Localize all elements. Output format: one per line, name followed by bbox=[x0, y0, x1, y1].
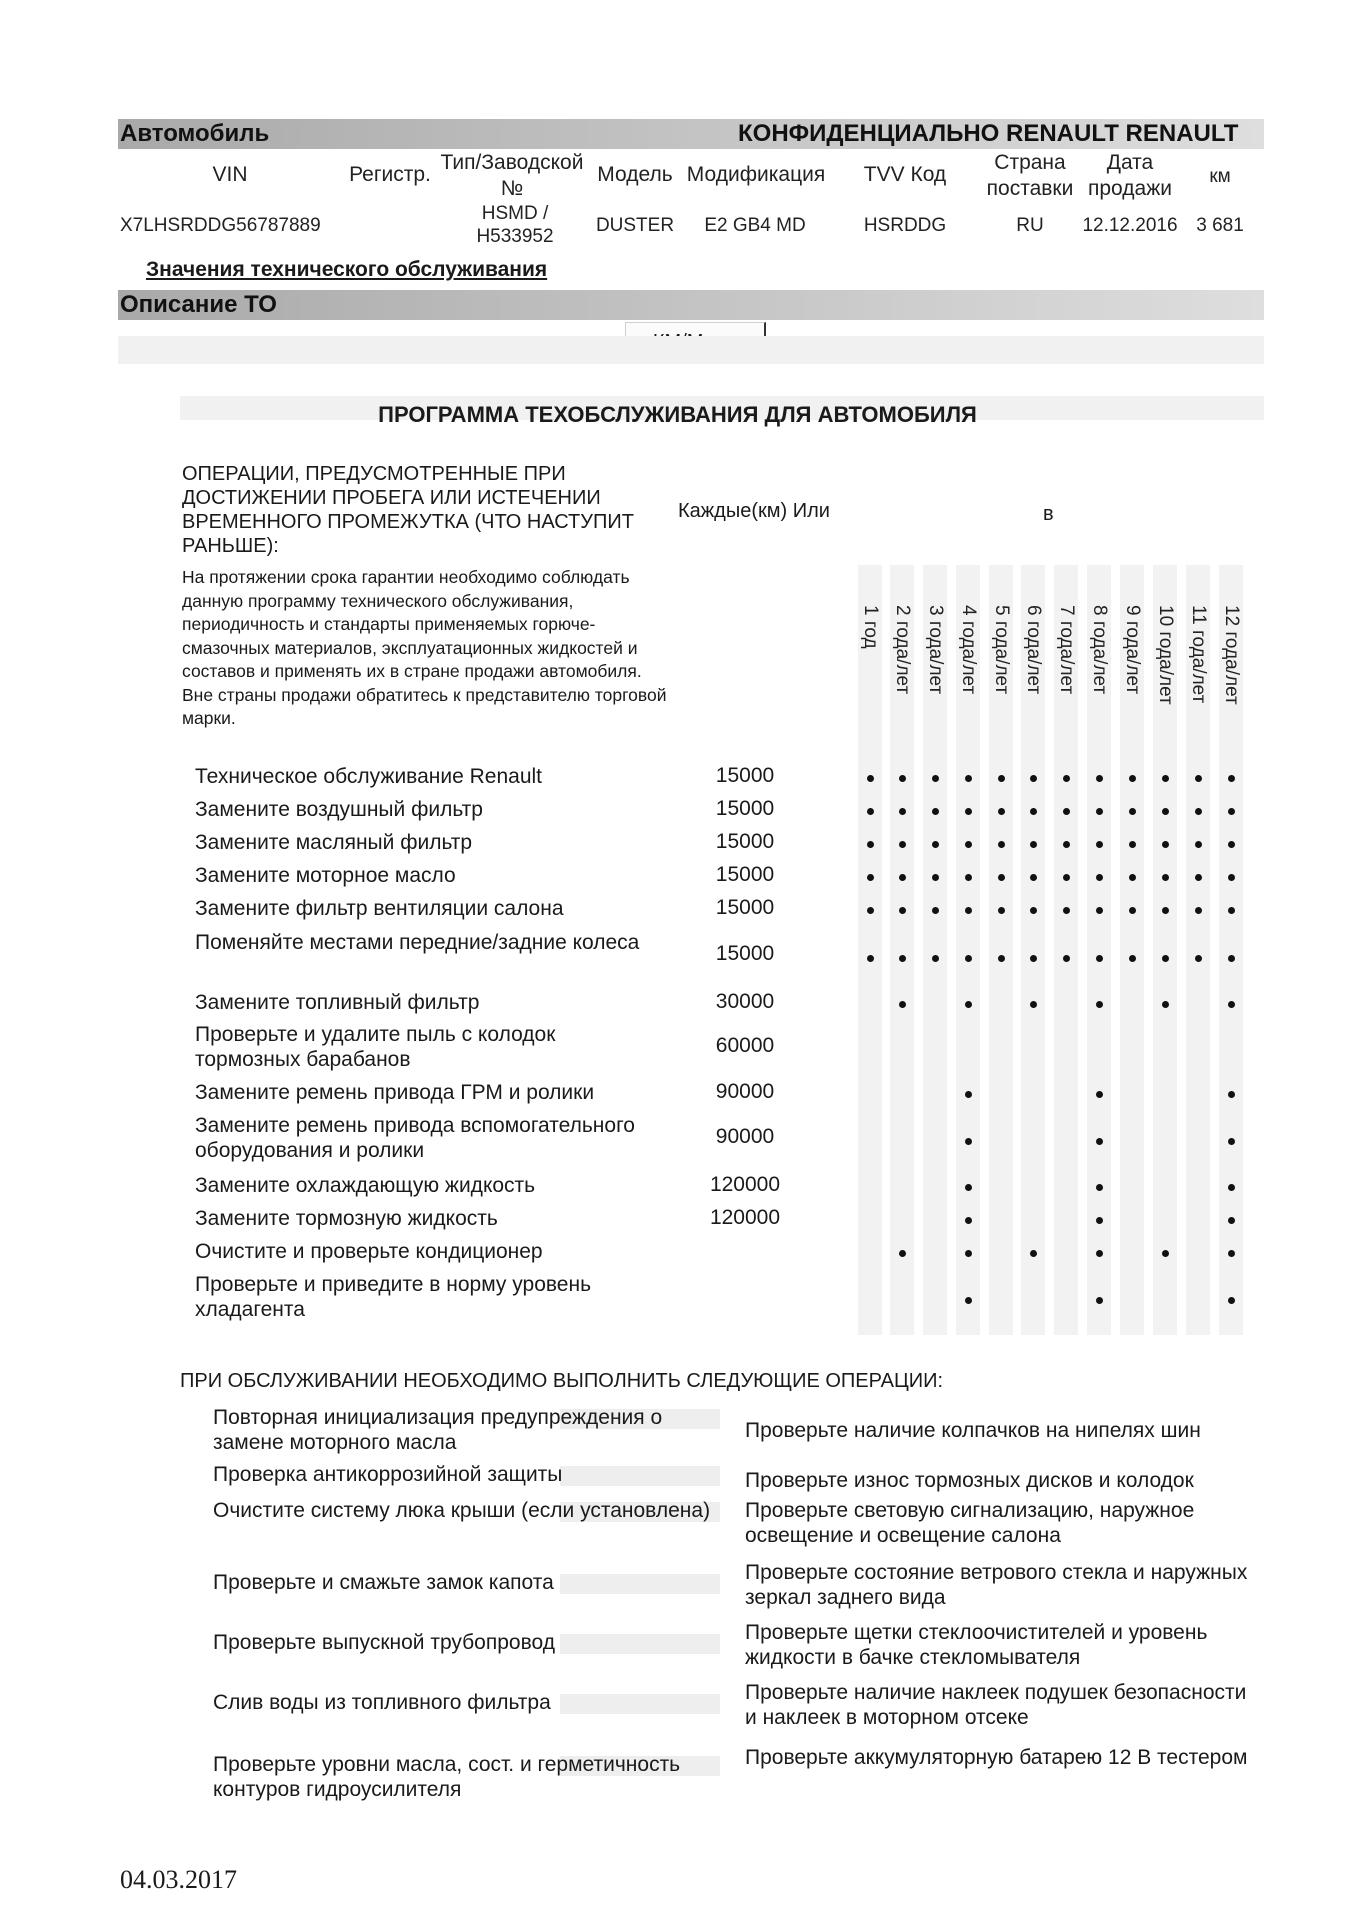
schedule-mark bbox=[1063, 841, 1070, 848]
required-op-right: Проверьте аккумуляторную батарею 12 В тестером bbox=[745, 1746, 1248, 1769]
header-vin: VIN bbox=[212, 163, 248, 186]
schedule-mark bbox=[1096, 841, 1103, 848]
header-country: Страна поставки bbox=[986, 151, 1074, 200]
operation-name: Замените топливный фильтр bbox=[195, 991, 480, 1014]
schedule-mark bbox=[899, 841, 906, 848]
schedule-mark bbox=[1096, 955, 1103, 962]
operation-name: Замените ремень привода вспомогательного оборудования и ролики bbox=[195, 1114, 635, 1162]
schedule-mark bbox=[1228, 1297, 1235, 1304]
schedule-mark bbox=[1096, 1138, 1103, 1145]
operation-interval-km: 120000 bbox=[709, 1206, 781, 1229]
schedule-mark bbox=[932, 955, 939, 962]
schedule-mark bbox=[1063, 808, 1070, 815]
schedule-mark bbox=[932, 775, 939, 782]
schedule-mark bbox=[1096, 907, 1103, 914]
schedule-mark bbox=[965, 1091, 972, 1098]
schedule-mark bbox=[1129, 841, 1136, 848]
required-op-right: Проверьте наличие колпачков на нипелях шин bbox=[745, 1419, 1201, 1442]
operation-interval-km: 15000 bbox=[715, 942, 775, 965]
schedule-mark bbox=[1096, 1297, 1103, 1304]
year-label: 12 года/лет bbox=[1221, 605, 1242, 705]
schedule-mark bbox=[965, 808, 972, 815]
schedule-mark bbox=[1162, 1250, 1169, 1257]
required-op-left: Слив воды из топливного фильтра bbox=[213, 1691, 551, 1714]
schedule-mark bbox=[1228, 775, 1235, 782]
operation-name: Замените воздушный фильтр bbox=[195, 798, 483, 821]
operation-name: Замените фильтр вентиляции салона bbox=[195, 897, 564, 920]
operation-interval-km: 90000 bbox=[715, 1080, 775, 1103]
operation-name: Очистите и проверьте кондиционер bbox=[195, 1240, 543, 1263]
schedule-mark bbox=[1228, 907, 1235, 914]
operation-interval-km: 15000 bbox=[715, 896, 775, 919]
schedule-mark bbox=[1162, 1001, 1169, 1008]
year-label: 8 года/лет bbox=[1089, 605, 1110, 695]
schedule-mark bbox=[1096, 1250, 1103, 1257]
to-section-title: Описание ТО bbox=[120, 291, 277, 318]
schedule-mark bbox=[965, 907, 972, 914]
in-label: в bbox=[1043, 503, 1054, 525]
operation-interval-km: 15000 bbox=[715, 764, 775, 787]
schedule-mark bbox=[965, 1250, 972, 1257]
confidential-label: КОНФИДЕНЦИАЛЬНО RENAULT RENAULT bbox=[738, 120, 1239, 147]
warranty-note: На протяжении срока гарантии необходимо соблюдать данную программу технического обслуживания, периодичность и стандарты применяемых горюче-смазочных материалов, эксплуатационных жидкостей и составов и применять их в стране продажи автомобиля. Вне страны продажи обратитесь к представителю торговой марки. bbox=[182, 567, 667, 728]
schedule-mark bbox=[965, 874, 972, 881]
year-label: 1 год bbox=[860, 605, 881, 649]
schedule-mark bbox=[932, 907, 939, 914]
schedule-mark bbox=[1162, 874, 1169, 881]
schedule-mark bbox=[1030, 955, 1037, 962]
value-type-serial: HSMD / H533952 bbox=[476, 203, 554, 247]
schedule-mark bbox=[932, 874, 939, 881]
schedule-mark bbox=[1228, 955, 1235, 962]
maintenance-values-link[interactable]: Значения технического обслуживания bbox=[146, 258, 548, 281]
schedule-mark bbox=[998, 841, 1005, 848]
schedule-mark bbox=[1063, 775, 1070, 782]
header-tvv: TVV Код bbox=[863, 163, 947, 186]
schedule-mark bbox=[899, 808, 906, 815]
required-op-right: Проверьте наличие наклеек подушек безопасности и наклеек в моторном отсеке bbox=[745, 1681, 1247, 1729]
operation-interval-km: 15000 bbox=[715, 797, 775, 820]
schedule-mark bbox=[1096, 1184, 1103, 1191]
required-op-right: Проверьте состояние ветрового стекла и наружных зеркал заднего вида bbox=[745, 1561, 1248, 1609]
value-modification: E2 GB4 MD bbox=[704, 215, 806, 236]
operation-name: Замените моторное масло bbox=[195, 864, 456, 887]
schedule-mark bbox=[965, 1217, 972, 1224]
operation-interval-km: 120000 bbox=[709, 1173, 781, 1196]
value-sale-date: 12.12.2016 bbox=[1082, 215, 1178, 236]
schedule-mark bbox=[867, 955, 874, 962]
schedule-mark bbox=[899, 1250, 906, 1257]
operation-interval-km: 60000 bbox=[715, 1034, 775, 1057]
schedule-mark bbox=[1129, 907, 1136, 914]
year-label: 5 года/лет bbox=[991, 605, 1012, 695]
schedule-mark bbox=[1030, 775, 1037, 782]
schedule-mark bbox=[932, 841, 939, 848]
header-sale-date: Дата продажи bbox=[1088, 151, 1172, 200]
year-label: 3 года/лет bbox=[925, 605, 946, 695]
footer-date: 04.03.2017 bbox=[120, 1865, 237, 1894]
operation-interval-km: 90000 bbox=[715, 1125, 775, 1148]
value-model: DUSTER bbox=[595, 215, 675, 236]
schedule-mark bbox=[867, 841, 874, 848]
schedule-mark bbox=[1096, 1001, 1103, 1008]
schedule-mark bbox=[1096, 1091, 1103, 1098]
schedule-mark bbox=[899, 874, 906, 881]
operation-name: Проверьте и приведите в норму уровень хладагента bbox=[195, 1273, 592, 1321]
year-label: 10 года/лет bbox=[1155, 605, 1176, 705]
schedule-mark bbox=[1195, 907, 1202, 914]
operation-interval-km: 15000 bbox=[715, 830, 775, 853]
header-model: Модель bbox=[597, 163, 673, 186]
schedule-mark bbox=[1228, 1091, 1235, 1098]
required-op-left: Очистите систему люка крыши (если установлена) bbox=[213, 1499, 711, 1522]
required-title: ПРИ ОБСЛУЖИВАНИИ НЕОБХОДИМО ВЫПОЛНИТЬ СЛЕДУЮЩИЕ ОПЕРАЦИИ: bbox=[180, 1370, 944, 1392]
schedule-mark bbox=[1162, 841, 1169, 848]
schedule-mark bbox=[1096, 775, 1103, 782]
schedule-mark bbox=[998, 907, 1005, 914]
schedule-mark bbox=[932, 808, 939, 815]
schedule-mark bbox=[1030, 808, 1037, 815]
header-registration: Регистр. bbox=[349, 163, 431, 186]
schedule-mark bbox=[1129, 808, 1136, 815]
year-label: 7 года/лет bbox=[1056, 605, 1077, 695]
value-vin: X7LHSRDDG56787889 bbox=[120, 215, 321, 236]
operation-name: Замените охлаждающую жидкость bbox=[195, 1174, 536, 1197]
operation-interval-km: 15000 bbox=[715, 863, 775, 886]
operation-name: Замените ремень привода ГРМ и ролики bbox=[195, 1081, 595, 1104]
operation-name: Замените тормозную жидкость bbox=[195, 1207, 498, 1230]
schedule-mark bbox=[1162, 808, 1169, 815]
schedule-mark bbox=[1195, 808, 1202, 815]
schedule-mark bbox=[899, 1001, 906, 1008]
schedule-mark bbox=[867, 775, 874, 782]
schedule-mark bbox=[965, 1138, 972, 1145]
ghost-strip bbox=[118, 336, 1264, 364]
operation-name: Проверьте и удалите пыль с колодок тормозных барабанов bbox=[195, 1023, 556, 1071]
schedule-mark bbox=[965, 841, 972, 848]
year-label: 11 года/лет bbox=[1188, 605, 1209, 704]
schedule-mark bbox=[1096, 1217, 1103, 1224]
schedule-mark bbox=[1030, 1001, 1037, 1008]
car-section-title: Автомобиль bbox=[120, 120, 270, 147]
schedule-mark bbox=[1162, 907, 1169, 914]
schedule-mark bbox=[965, 1297, 972, 1304]
schedule-mark bbox=[998, 874, 1005, 881]
required-op-right: Проверьте износ тормозных дисков и колодок bbox=[745, 1469, 1194, 1492]
operation-interval-km: 30000 bbox=[715, 990, 775, 1013]
schedule-mark bbox=[1228, 808, 1235, 815]
schedule-mark bbox=[1228, 874, 1235, 881]
required-op-left: Проверьте и смажьте замок капота bbox=[213, 1571, 554, 1594]
year-column-shade bbox=[858, 565, 882, 1335]
value-km: 3 681 bbox=[1196, 215, 1244, 236]
required-op-right: Проверьте щетки стеклоочистителей и уровень жидкости в бачке стекломывателя bbox=[745, 1621, 1208, 1669]
schedule-mark bbox=[1063, 955, 1070, 962]
operations-header: ОПЕРАЦИИ, ПРЕДУСМОТРЕННЫЕ ПРИ ДОСТИЖЕНИИ ПРОБЕГА ИЛИ ИСТЕЧЕНИИ ВРЕМЕННОГО ПРОМЕЖУТКА (ЧТО НАСТУПИТ РАНЬШЕ): bbox=[182, 463, 634, 557]
program-title: ПРОГРАММА ТЕХОБСЛУЖИВАНИЯ ДЛЯ АВТОМОБИЛЯ bbox=[378, 402, 977, 427]
schedule-mark bbox=[899, 907, 906, 914]
to-section-band bbox=[118, 290, 1264, 320]
required-op-left: Проверьте выпускной трубопровод bbox=[213, 1631, 555, 1654]
year-label: 9 года/лет bbox=[1122, 605, 1143, 695]
schedule-mark bbox=[998, 955, 1005, 962]
schedule-mark bbox=[1195, 955, 1202, 962]
schedule-mark bbox=[1162, 775, 1169, 782]
schedule-mark bbox=[1162, 955, 1169, 962]
year-label: 4 года/лет bbox=[958, 605, 979, 695]
schedule-mark bbox=[1228, 1250, 1235, 1257]
every-km-or-label: Каждые(км) Или bbox=[678, 500, 830, 522]
schedule-mark bbox=[998, 808, 1005, 815]
schedule-mark bbox=[1228, 1001, 1235, 1008]
schedule-mark bbox=[1030, 841, 1037, 848]
schedule-mark bbox=[899, 775, 906, 782]
schedule-mark bbox=[1228, 1138, 1235, 1145]
schedule-mark bbox=[867, 874, 874, 881]
schedule-mark bbox=[1063, 874, 1070, 881]
header-modification: Модификация bbox=[686, 163, 826, 186]
schedule-mark bbox=[867, 808, 874, 815]
schedule-mark bbox=[1129, 775, 1136, 782]
value-tvv: HSRDDG bbox=[863, 215, 947, 236]
year-label: 2 года/лет bbox=[892, 605, 913, 695]
schedule-mark bbox=[1228, 1184, 1235, 1191]
schedule-mark bbox=[1063, 907, 1070, 914]
schedule-mark bbox=[867, 907, 874, 914]
schedule-mark bbox=[965, 1184, 972, 1191]
schedule-mark bbox=[965, 775, 972, 782]
schedule-mark bbox=[1195, 775, 1202, 782]
schedule-mark bbox=[899, 955, 906, 962]
schedule-mark bbox=[1129, 874, 1136, 881]
schedule-mark bbox=[1228, 841, 1235, 848]
schedule-mark bbox=[1030, 907, 1037, 914]
year-label: 6 года/лет bbox=[1023, 605, 1044, 695]
required-op-left: Повторная инициализация предупреждения о замене моторного масла bbox=[213, 1406, 663, 1454]
schedule-mark bbox=[1129, 955, 1136, 962]
schedule-mark bbox=[1228, 1217, 1235, 1224]
operation-name: Техническое обслуживание Renault bbox=[195, 765, 542, 788]
schedule-mark bbox=[1030, 874, 1037, 881]
schedule-mark bbox=[998, 775, 1005, 782]
schedule-mark bbox=[1030, 1250, 1037, 1257]
schedule-mark bbox=[1096, 874, 1103, 881]
value-country: RU bbox=[1016, 215, 1044, 236]
required-op-left: Проверьте уровни масла, сост. и герметичность контуров гидроусилителя bbox=[213, 1753, 681, 1801]
schedule-mark bbox=[965, 1001, 972, 1008]
schedule-mark bbox=[1195, 874, 1202, 881]
header-km: км bbox=[1209, 166, 1231, 187]
schedule-mark bbox=[1195, 841, 1202, 848]
operation-name: Замените масляный фильтр bbox=[195, 831, 473, 854]
schedule-mark bbox=[1096, 808, 1103, 815]
required-op-right: Проверьте световую сигнализацию, наружное освещение и освещение салона bbox=[745, 1499, 1195, 1547]
operation-name: Поменяйте местами передние/задние колеса bbox=[195, 931, 640, 954]
header-type-serial: Тип/Заводской № bbox=[440, 151, 584, 200]
schedule-mark bbox=[965, 955, 972, 962]
required-op-left: Проверка антикоррозийной защиты bbox=[213, 1463, 563, 1486]
